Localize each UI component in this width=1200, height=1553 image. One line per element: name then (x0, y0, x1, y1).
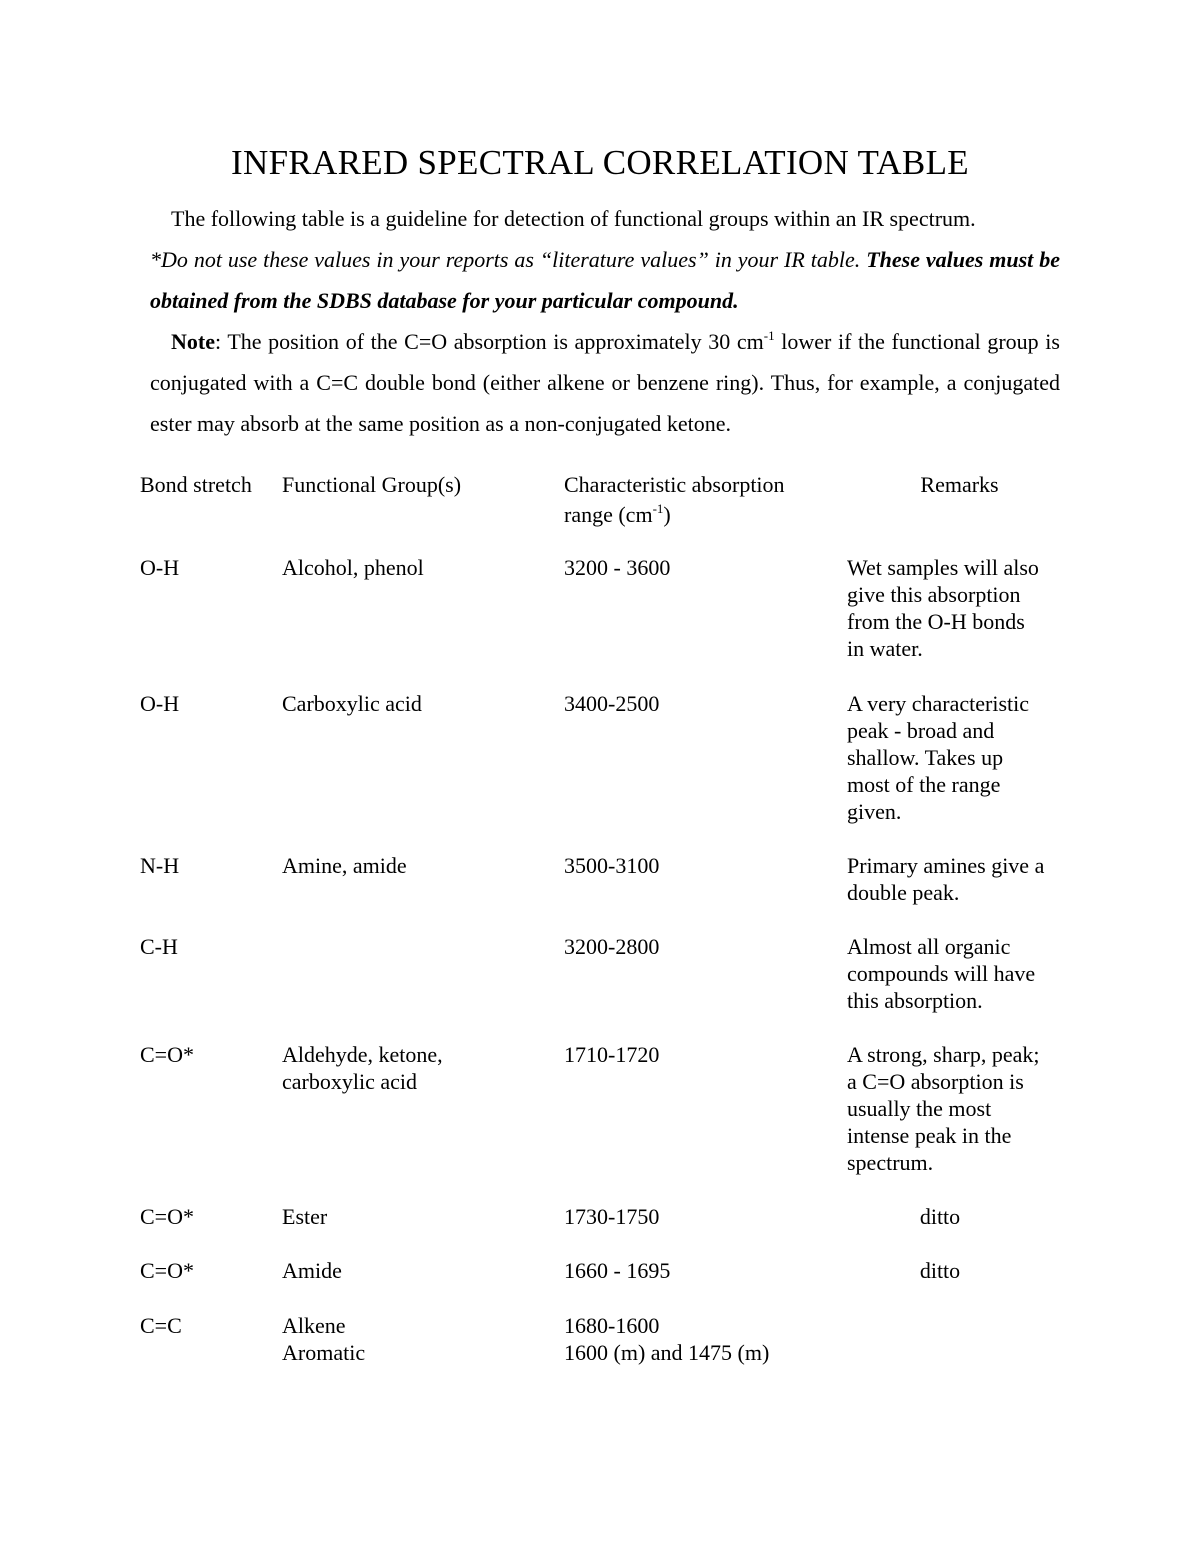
cell-remarks-line: A strong, sharp, peak; (847, 1042, 1040, 1067)
cell-remarks-line: double peak. (847, 880, 960, 905)
cell-bond-stretch: O-H (140, 555, 180, 580)
cell-absorption-range (564, 1041, 834, 1068)
intro-note (150, 321, 1060, 444)
cell-functional-group-line: Amide (282, 1258, 342, 1283)
cell-remarks-line: compounds will have (847, 961, 1036, 986)
cell-functional-group (282, 1041, 552, 1095)
page-title: INFRARED SPECTRAL CORRELATION TABLE (231, 143, 969, 182)
cell-absorption-range-line: 3200-2800 (564, 934, 660, 959)
cell-remarks-line: usually the most (847, 1096, 992, 1121)
cell-absorption-range-line: 3400-2500 (564, 691, 660, 716)
header-bond-stretch: Bond stretch (140, 472, 252, 497)
cell-remarks-line: a C=O absorption is (847, 1069, 1024, 1094)
header-range-line2 (564, 500, 834, 530)
cell-absorption-range-line: 1600 (m) and 1475 (m) (564, 1340, 770, 1365)
header-range-unit: range (cm (564, 502, 653, 527)
cell-functional-group-line: Alkene (282, 1313, 346, 1338)
cell-remarks-line: most of the range (847, 772, 1001, 797)
cell-absorption-range-line: 1730-1750 (564, 1204, 660, 1229)
cell-functional-group-line: Aldehyde, ketone, (282, 1042, 443, 1067)
cell-bond-stretch: C=O* (140, 1258, 194, 1283)
intro-warning (150, 239, 1060, 321)
intro-guideline: The following table is a guideline for detection of functional groups within an IR spectrum. (171, 206, 976, 231)
cell-absorption-range-line: 3200 - 3600 (564, 555, 671, 580)
cell-bond-stretch: C-H (140, 934, 178, 959)
cell-functional-group (282, 1257, 552, 1284)
cell-bond-stretch: C=C (140, 1313, 182, 1338)
cell-remarks (847, 1257, 1072, 1284)
cell-remarks (847, 852, 1072, 906)
cell-bond-stretch: N-H (140, 853, 180, 878)
note-text-b: lower if the functional group is conjugated with a C=C double bond (either alkene or benzene ring). Thus, for example, a conjugated ester may absorb at the same position as a non-conjugated ketone. (150, 329, 1060, 436)
cell-functional-group-line: Aromatic (282, 1340, 366, 1365)
cell-remarks-line: Primary amines give a (847, 853, 1045, 878)
header-functional-group: Functional Group(s) (282, 472, 462, 497)
cell-bond-stretch: C=O* (140, 1204, 194, 1229)
cell-remarks-line: intense peak in the (847, 1123, 1012, 1148)
cell-bond-stretch: C=O* (140, 1042, 194, 1067)
cell-functional-group-line: Alcohol, phenol (282, 555, 424, 580)
cell-functional-group-line: carboxylic acid (282, 1069, 417, 1094)
cell-absorption-range (564, 1257, 834, 1284)
cell-functional-group (282, 690, 552, 717)
cell-remarks-line: give this absorption (847, 582, 1021, 607)
cell-remarks (847, 554, 1072, 662)
cell-remarks-line: ditto (919, 1258, 961, 1283)
cell-functional-group-line: Ester (282, 1204, 328, 1229)
cell-remarks-line: from the O-H bonds (847, 609, 1025, 634)
cell-bond-stretch: O-H (140, 691, 180, 716)
header-remarks: Remarks (920, 472, 999, 497)
cell-functional-group (282, 1203, 552, 1230)
cell-remarks-line: Almost all organic (847, 934, 1011, 959)
cell-functional-group-line: Amine, amide (282, 853, 407, 878)
cell-absorption-range-line: 1680-1600 (564, 1313, 660, 1338)
cell-remarks (847, 933, 1072, 1014)
cell-remarks (847, 1203, 1072, 1230)
cell-functional-group (282, 1312, 552, 1366)
note-label: Note (171, 329, 215, 354)
note-superscript: -1 (763, 328, 775, 343)
cell-absorption-range-line: 1710-1720 (564, 1042, 660, 1067)
header-range-superscript: -1 (652, 501, 664, 516)
cell-remarks-line: given. (847, 799, 902, 824)
warning-bold-text: These values must be obtained from the SDBS database for your particular compound. (150, 247, 1060, 313)
cell-absorption-range (564, 933, 834, 960)
cell-remarks (847, 1041, 1072, 1176)
header-absorption-range (564, 470, 834, 530)
intro-section (150, 198, 1060, 444)
cell-absorption-range (564, 852, 834, 879)
note-text-a: : The position of the C=O absorption is approximately 30 cm (214, 329, 764, 354)
cell-functional-group-line: Carboxylic acid (282, 691, 422, 716)
cell-absorption-range (564, 554, 834, 581)
cell-absorption-range (564, 690, 834, 717)
cell-remarks-line: A very characteristic (847, 691, 1030, 716)
cell-remarks-line: shallow. Takes up (847, 745, 1004, 770)
cell-remarks-line: ditto (919, 1204, 961, 1229)
cell-remarks-line: this absorption. (847, 988, 983, 1013)
cell-remarks-line: Wet samples will also (847, 555, 1039, 580)
cell-functional-group (282, 554, 552, 581)
header-range-line1: Characteristic absorption (564, 472, 785, 497)
cell-absorption-range (564, 1203, 834, 1230)
cell-absorption-range (564, 1312, 834, 1366)
header-range-close: ) (663, 502, 671, 527)
cell-remarks (847, 690, 1072, 825)
cell-remarks-line: spectrum. (847, 1150, 934, 1175)
warning-italic-text: *Do not use these values in your reports as “literature values” in your IR table. (150, 247, 867, 272)
cell-functional-group (282, 852, 552, 879)
cell-remarks-line: in water. (847, 636, 923, 661)
cell-absorption-range-line: 3500-3100 (564, 853, 660, 878)
cell-absorption-range-line: 1660 - 1695 (564, 1258, 671, 1283)
cell-remarks-line: peak - broad and (847, 718, 995, 743)
